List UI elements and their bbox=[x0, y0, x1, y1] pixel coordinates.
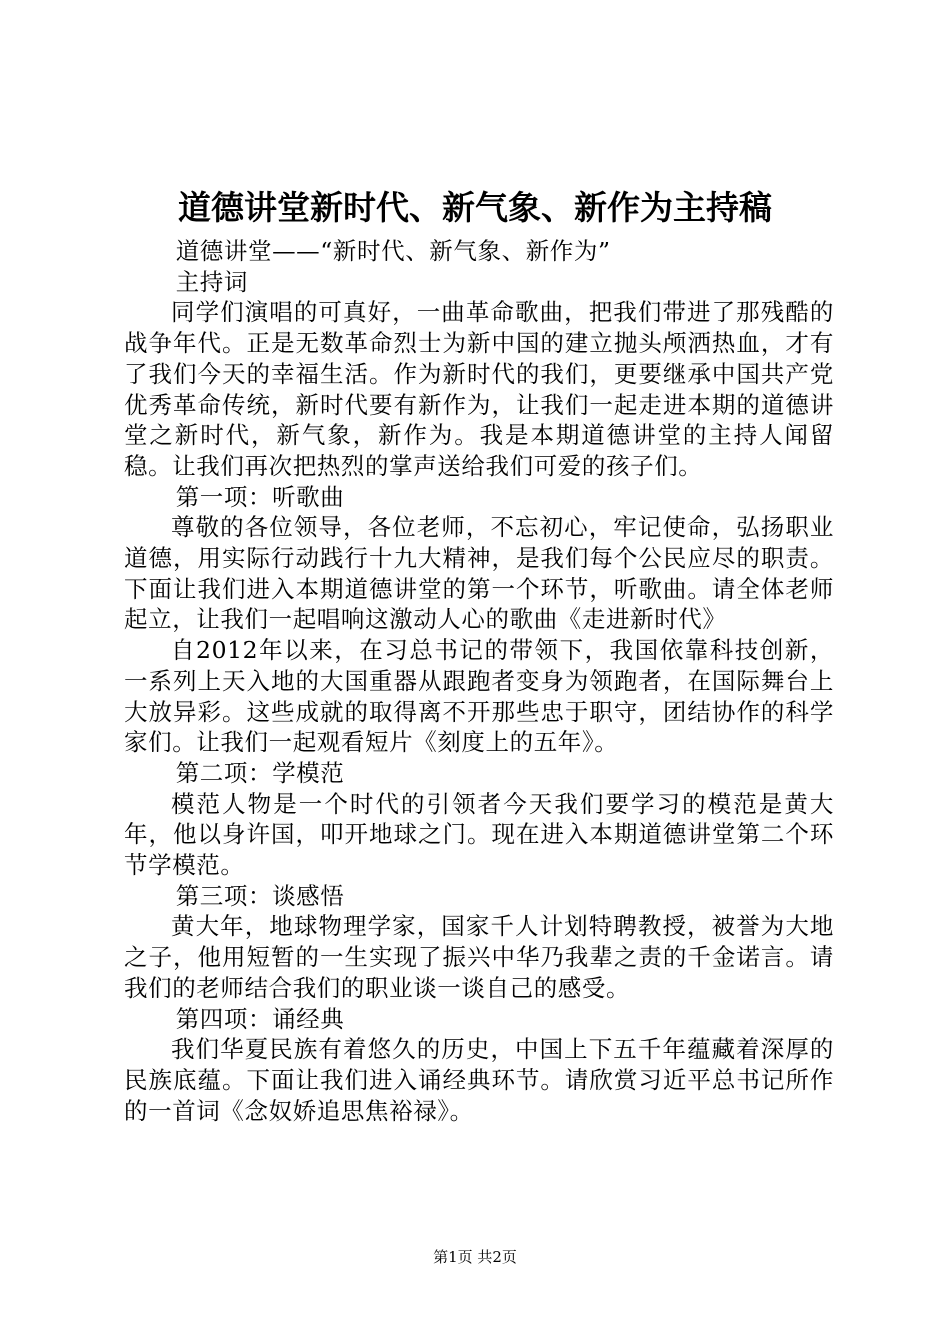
subtitle-line: 道德讲堂——“新时代、新气象、新作为” bbox=[175, 237, 611, 265]
paragraph-reflection: 黄大年，地球物理学家，国家千人计划特聘教授，被誉为大地之子，他用短暂的一生实现了振兴中华乃我辈之责的千金诺言。请我们的老师结合我们的职业谈一谈自己的感受。 bbox=[124, 912, 834, 1002]
paragraph-science: 自2012年以来，在习总书记的带领下，我国依靠科技创新，一系列上天入地的大国重器从跟跑者变身为领跑者，在国际舞台上大放异彩。这些成就的取得离不开那些忠于职守，团结协作的科学家们。让我们一起观看短片《刻度上的五年》。 bbox=[124, 636, 834, 757]
document-body bbox=[124, 236, 834, 1126]
section-heading-1: 第一项：听歌曲 bbox=[175, 482, 345, 511]
paragraph-opening: 同学们演唱的可真好，一曲革命歌曲，把我们带进了那残酷的战争年代。正是无数革命烈士为新中国的建立抛头颅洒热血，才有了我们今天的幸福生活。作为新时代的我们，更要继承中国共产党优秀革命传统，新时代要有新作为，让我们一起走进本期的道德讲堂之新时代，新气象，新作为。我是本期道德讲堂的主持人闻留稳。让我们再次把热烈的掌声送给我们可爱的孩子们。 bbox=[124, 298, 834, 480]
section-label-host-words: 主持词 bbox=[175, 267, 248, 296]
page-number: 第1页 共2页 bbox=[433, 1248, 517, 1266]
section-heading-3: 第三项：谈感悟 bbox=[175, 881, 345, 910]
paragraph-model: 模范人物是一个时代的引领者今天我们要学习的模范是黄大年，他以身许国，叩开地球之门。现在进入本期道德讲堂第二个环节学模范。 bbox=[124, 789, 834, 880]
paragraph-song: 尊敬的各位领导，各位老师，不忘初心，牢记使命，弘扬职业道德，用实际行动践行十九大精神，是我们每个公民应尽的职责。下面让我们进入本期道德讲堂的第一个环节，听歌曲。请全体老师起立，让我们一起唱响这激动人心的歌曲《走进新时代》 bbox=[124, 513, 834, 634]
section-heading-2: 第二项：学模范 bbox=[175, 758, 345, 787]
document-title: 道德讲堂新时代、新气象、新作为主持稿 bbox=[178, 188, 772, 227]
section-heading-4: 第四项：诵经典 bbox=[175, 1004, 345, 1033]
paragraph-classics: 我们华夏民族有着悠久的历史，中国上下五千年蕴藏着深厚的民族底蕴。下面让我们进入诵经典环节。请欣赏习近平总书记所作的一首词《念奴娇追思焦裕禄》。 bbox=[124, 1035, 834, 1125]
